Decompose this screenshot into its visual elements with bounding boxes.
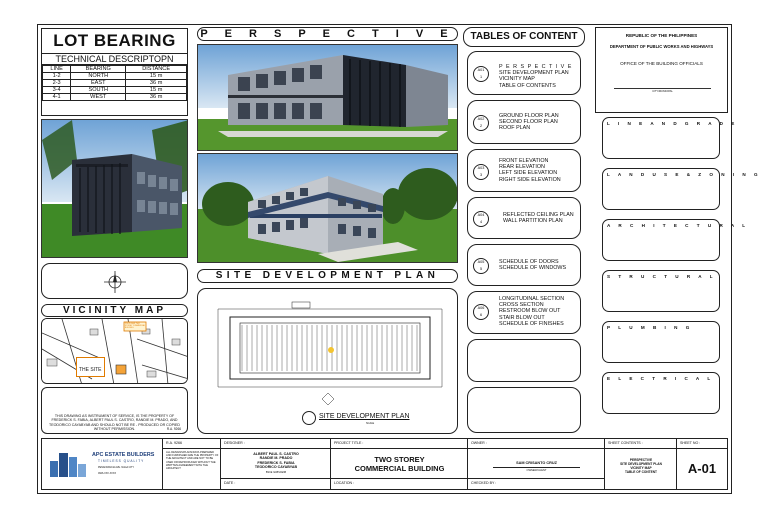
table-cell: 15 m [126,87,187,94]
sheet-content-item: VICINITY MAP [630,465,652,470]
toc-title: TABLES OF CONTENT [470,31,578,42]
designer-note: BSCE 3A/BSCE3B [265,471,287,474]
toc-heading [463,27,585,47]
site-plan-label: SITE DEVELOPMENT PLAN [319,413,410,420]
toc-group-empty [467,339,581,382]
bearing-table-header [43,66,187,73]
architectural-box [602,219,749,261]
toc-entry: TABLE OF CONTENTS [499,82,556,89]
sheet-code-badge: A05 5 [473,258,489,274]
north-arrow-icon [42,264,189,300]
site-plan-scale: SCALE [366,422,375,425]
owner-role: OWNER/CLIENT [526,469,547,472]
checked-by-label: CHECKED BY : [471,481,497,485]
toc-group [467,244,581,286]
sheet-content-item: PERSPECTIVE [629,458,653,462]
line-and-grade-box [602,117,738,159]
perspective-render-aerial [197,153,458,263]
table-cell: 1-2 [43,73,71,80]
land-use-zoning-box [602,168,762,210]
column-header: LINE [43,66,71,73]
section-label: L I N E A N D G R A D E [607,121,738,126]
table-cell: 36 m [126,80,187,87]
table-cell: 15 m [126,73,187,80]
toc-entry: SCHEDULE OF DOORS [499,259,559,265]
vicinity-map-title: VICINITY MAP [62,305,167,316]
toc-entry: P E R S P E C T I V E [499,64,573,70]
table-row [43,87,187,94]
date-label: DATE : [224,481,236,485]
sheet-code-badge: A06 6 [473,304,489,320]
toc-entry: SCHEDULE OF WINDOWS [499,265,567,272]
company-logo-icon [48,449,90,479]
toc-entry: STAIR BLOW OUT [499,314,545,321]
toc-group [467,197,581,239]
owner-name: SAM CRISANTO CRUZ [516,461,557,465]
toc-entry: GROUND FLOOR PLAN [499,113,559,119]
company-cell [42,439,163,489]
site-label-box [76,357,105,377]
column-header: DISTANCE [126,66,187,73]
toc-group [467,100,581,144]
perspective-title: P E R S P E C T I V E [200,28,455,40]
toc-entry: FRONT ELEVATION [499,158,549,164]
owner-cell [468,439,605,489]
toc-group-empty [467,387,581,433]
toc-entry: SECOND FLOOR PLAN [499,119,558,126]
toc-group [467,291,581,334]
sheet-number: A-01 [687,461,717,476]
lot-bearing-panel [41,28,188,116]
toc-panel [463,51,585,434]
site-callout: PROPOSED TWO STOREY COMMERCIAL BUILDING [125,323,145,330]
sheet-contents-label: SHEET CONTENTS : [608,441,643,445]
toc-entry: LEFT SIDE ELEVATION [499,170,558,177]
table-cell: NORTH [71,73,126,80]
toc-group [467,51,581,95]
section-label: P L U M B I N G [607,325,693,330]
section-label: E L E C T R I C A L [607,376,714,381]
perspective-render-side [41,119,188,258]
perspective-render-front [197,44,458,151]
title-block [41,438,728,490]
section-label: S T R U C T U R A L [607,274,717,279]
site-plan-title: SITE DEVELOPMENT PLAN [215,270,440,281]
vicinity-map [41,318,188,384]
sheet-code-badge: A02 2 [473,115,489,131]
toc-entry: RESTROOM BLOW OUT [499,308,561,315]
sheet-content-item: TABLE OF CONTENT [625,469,657,474]
sheet-code-badge: A03 3 [473,164,489,180]
designer-cell [221,439,331,489]
city-label: CITY/MUNICIPAL [652,90,673,93]
section-label: L A N D U S E & Z O N I N G [607,172,762,177]
table-cell: 2-3 [43,80,71,87]
designer-label: DESIGNER : [224,441,245,445]
toc-entry: RIGHT SIDE ELEVATION [499,176,561,183]
table-row [43,94,187,101]
vicinity-map-heading [41,304,188,317]
table-cell: 3-4 [43,87,71,94]
owner-label: OWNER : [471,441,487,445]
toc-entry: REFLECTED CEILING PLAN [503,212,574,218]
table-row [43,73,187,80]
agency-block [595,27,728,113]
ra-label: R.A. 9266 [166,441,182,445]
designer-name: ALBERT PAUL S. CASTRO [253,452,299,456]
designer-name: TEODORICO CAYABYAB [254,464,298,469]
section-label: A R C H I T E C T U R A L [607,223,749,228]
technical-description-label: TECHNICAL DESCRIPTOPN [42,53,187,65]
perspective-heading [197,27,458,41]
table-cell: EAST [71,80,126,87]
sheet-no-label: SHEET NO : [680,441,701,445]
toc-entry: SITE DEVELOPMENT PLAN [499,70,569,77]
toc-entry: ROOF PLAN [499,125,531,132]
toc-entry: REAR ELEVATION [499,164,545,171]
table-cell: 36 m [126,94,187,101]
site-plan-ref-circle [302,411,316,425]
company-name: APC ESTATE BUILDERS [92,452,155,458]
lot-bearing-title: LOT BEARING [53,31,176,50]
toc-entry: VICINITY MAP [499,76,535,83]
project-cell [331,439,468,489]
toc-entry: LONGITUDINAL SECTION [499,296,565,302]
toc-group [467,149,581,192]
company-address: PENAFRANCIA AVE. NAGA CITY [98,466,135,469]
site-label: THE SITE [79,367,102,373]
north-arrow-panel [41,263,188,299]
office-label: OFFICE OF THE BUILDING OFFICIALS [620,61,703,66]
sheet-number-cell [677,439,727,489]
sheet-code-badge: A04 4 [473,211,489,227]
disclaimer-text: THIS DRAWING AS INSTRUMENT OF SERVICE, IS THE PROPERTY OF FREDERICK S. FABIA, ALBERT PAUL S. CASTRO, RANDIE M. PRADO, AND TEODORICO CAYABYAB AND SHOULD NOT BE RE - PRODUCED OR COPIED WITHOUT PERMISSION. [49,414,180,432]
ra-cell [163,439,221,489]
toc-entry: CROSS SECTION [499,302,544,309]
bearing-table [42,65,187,101]
table-cell: SOUTH [71,87,126,94]
sheet-content-item: SITE DEVELOPMENT PLAN [620,461,662,466]
structural-box [602,270,720,312]
project-title: TWO STOREY COMMERCIAL BUILDING [354,455,445,473]
company-phone: 0926-XXX-XXXX [98,472,117,475]
department-label: DEPARTMENT OF PUBLIC WORKS AND HIGHWAYS [609,44,714,49]
table-cell: WEST [71,94,126,101]
toc-entry: WALL PARTITION PLAN [503,218,563,225]
site-plan-drawing [197,288,458,434]
table-row [43,80,187,87]
disclaimer-ref: R.A. 9266 [166,427,181,431]
location-label: LOCATION : [334,481,355,485]
plumbing-box [602,321,720,363]
sheet-code-badge: A01 1 [473,66,489,82]
site-plan-heading [197,269,458,283]
table-cell: 4-1 [43,94,71,101]
ra-notice: ALL DESIGNS/PLANS/DATA PREPARED AND FURNISHED ARE THE PROPERTY OF THE ARCHITECT AND ARE NOT TO BE USED OR REPRODUCED WITHOUT THE WRITTEN AGREEMENT WITH THE ARCHITECT [166,451,219,471]
column-header: BEARING [71,66,126,73]
sheet-contents-cell [605,439,677,489]
designer-name: FREDERICK S. FABIA [257,460,295,465]
electrical-box [602,372,720,414]
company-tagline: TIMELESS QUALITY [98,459,145,463]
republic-label: REPUBLIC OF THE PHILIPPINES [625,33,698,38]
toc-entry: SCHEDULE OF FINISHES [499,320,564,327]
project-title-label: PROJECT TITLE : [334,441,364,445]
designer-name: RANDIE M. PRADO [259,456,293,461]
disclaimer-box [41,387,188,434]
